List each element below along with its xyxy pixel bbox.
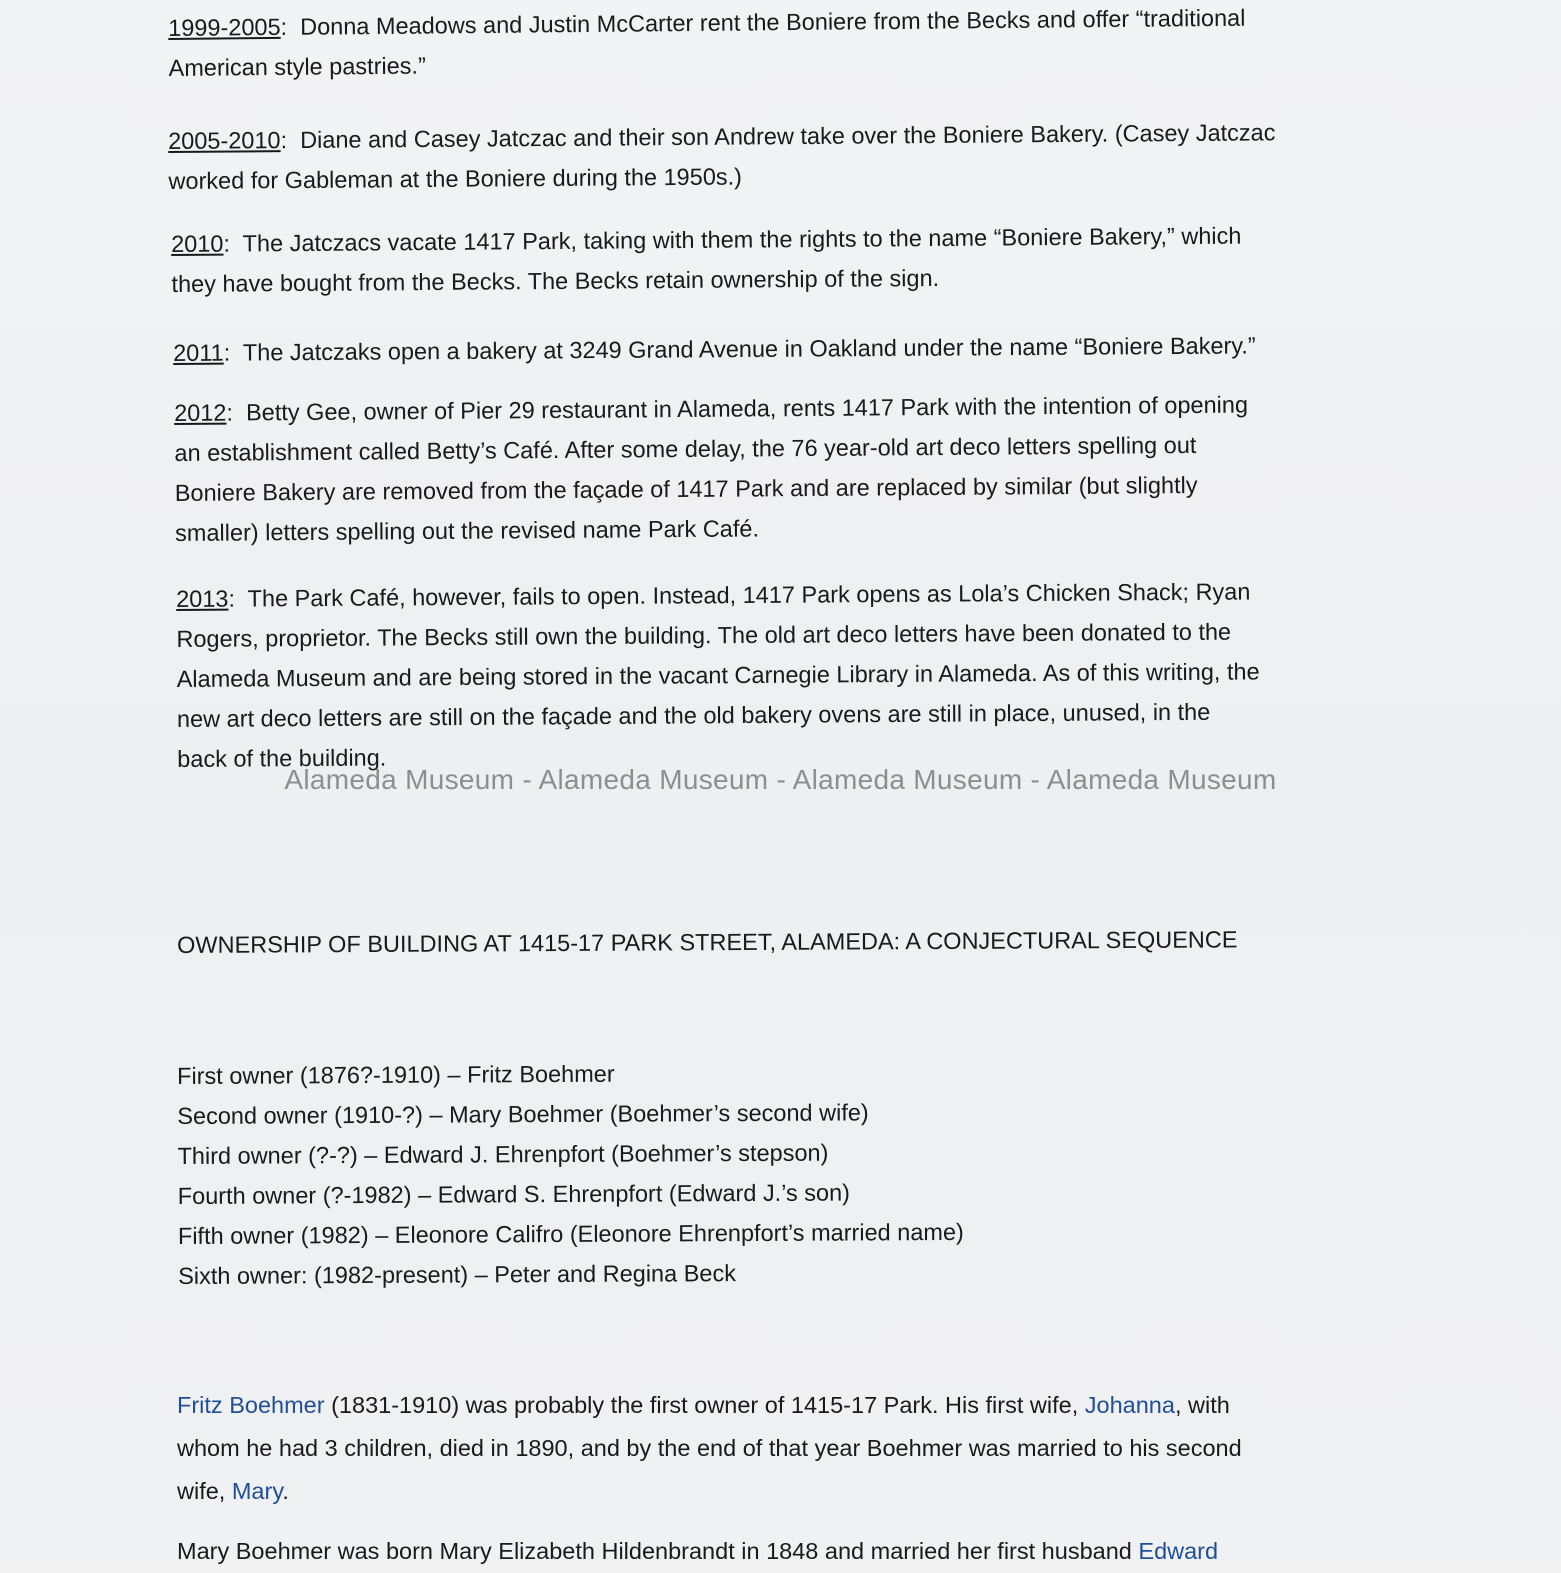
entry-text-cont: worked for Gableman at the Boniere during the 1950s.) bbox=[168, 163, 743, 194]
owner-item: Sixth owner: (1982-present) – Peter and Regina Beck bbox=[178, 1260, 736, 1289]
entry-year: 2013 bbox=[176, 585, 229, 612]
owner-item: Third owner (?-?) – Edward J. Ehrenpfort (Boehmer’s stepson) bbox=[177, 1139, 829, 1169]
bio-text: Mary Boehmer was born Mary Elizabeth Hildenbrandt in 1848 and married her first husband bbox=[177, 1538, 1139, 1564]
bio-text: (1831-1910) was probably the first owner of 1415-17 Park. His first wife, bbox=[324, 1392, 1085, 1418]
entry-text-line: back of the building. bbox=[177, 744, 387, 772]
entry-year: 2010 bbox=[171, 230, 224, 257]
timeline-entry: 2012: Betty Gee, owner of Pier 29 restaurant in Alameda, rents 1417 Park with the intention of opening an establishment called Betty’s Café. After some delay, the 76 year-old art deco letters spelling out Boniere Bakery are removed from the façade of 1417 Park and are replaced by similar (but slightly smaller) letters spelling out the revised name Park Café. bbox=[174, 383, 1390, 553]
entry-text: The Jatczacs vacate 1417 Park, taking with them the rights to the name “Boniere Bakery,” which bbox=[242, 222, 1242, 257]
bio-text: whom he had 3 children, died in 1890, and by the end of that year Boehmer was married to his second bbox=[177, 1435, 1242, 1461]
bio-paragraph-boehmer bbox=[177, 1384, 1377, 1513]
entry-text-line: an establishment called Betty’s Café. After some delay, the 76 year-old art deco letters spelling out bbox=[174, 431, 1197, 466]
entry-text-line: smaller) letters spelling out the revised name Park Café. bbox=[174, 515, 760, 546]
owner-item: Fifth owner (1982) – Eleonore Califro (Eleonore Ehrenpfort’s married name) bbox=[177, 1218, 964, 1249]
link-fritz-boehmer[interactable]: Fritz Boehmer bbox=[177, 1392, 325, 1418]
bio-text: wife, bbox=[177, 1478, 232, 1504]
timeline-entry: 2010: The Jatczacs vacate 1417 Park, taking with them the rights to the name “Boniere Bakery,” which they have bought from the Becks. The Becks retain ownership of the sign. bbox=[171, 214, 1387, 304]
entry-year: 2011 bbox=[173, 339, 224, 366]
bio-text: . bbox=[282, 1478, 289, 1504]
entry-text: Betty Gee, owner of Pier 29 restaurant in Alameda, rents 1417 Park with the intention of opening bbox=[245, 391, 1249, 426]
link-mary[interactable]: Mary bbox=[231, 1478, 283, 1504]
entry-text: Donna Meadows and Justin McCarter rent the Boniere from the Becks and offer “traditional bbox=[300, 4, 1246, 40]
entry-year: 2012 bbox=[174, 399, 227, 426]
link-johanna[interactable]: Johanna bbox=[1084, 1392, 1175, 1418]
entry-year: 2005-2010 bbox=[168, 127, 281, 154]
entry-text-cont: American style pastries.” bbox=[168, 52, 426, 81]
bio-paragraph-mary bbox=[177, 1530, 1377, 1573]
timeline-entry: 2013: The Park Café, however, fails to open. Instead, 1417 Park opens as Lola’s Chicken Shack; Ryan Rogers, proprietor. The Becks still own the building. The old art deco letters have been donated to the Alameda Museum and are being stored in the vacant Carnegie Library in Alameda. As of this writing, the new art deco letters are still on the façade and the old bakery ovens are still in place, unused, in the back of the building. bbox=[176, 571, 1392, 779]
timeline-entry: 2011: The Jatczaks open a bakery at 3249 Grand Avenue in Oakland under the name “Boniere Bakery.” bbox=[173, 332, 1256, 366]
entry-text-line: Boniere Bakery are removed from the façade of 1417 Park and are replaced by similar (but slightly bbox=[174, 471, 1198, 506]
entry-text-cont: they have bought from the Becks. The Becks retain ownership of the sign. bbox=[171, 264, 940, 297]
watermark: Alameda Museum - Alameda Museum - Alameda Museum - Alameda Museum bbox=[284, 764, 1277, 795]
owner-item: Second owner (1910-?) – Mary Boehmer (Boehmer’s second wife) bbox=[177, 1099, 869, 1129]
owners-list bbox=[177, 1052, 964, 1296]
timeline-entry: 2005-2010: Diane and Casey Jatczac and their son Andrew take over the Boniere Bakery. (Casey Jatczac worked for Gableman at the Boniere during the 1950s.) bbox=[168, 111, 1384, 201]
entry-text: Diane and Casey Jatczac and their son Andrew take over the Boniere Bakery. (Casey Jatczac bbox=[300, 119, 1276, 153]
link-edward[interactable]: Edward bbox=[1138, 1538, 1219, 1564]
entry-year: 1999-2005 bbox=[168, 13, 281, 41]
ownership-heading: OWNERSHIP OF BUILDING AT 1415-17 PARK STREET, ALAMEDA: A CONJECTURAL SEQUENCE bbox=[177, 926, 1238, 958]
entry-text-line: new art deco letters are still on the façade and the old bakery ovens are still in place, unused, in the bbox=[176, 698, 1211, 732]
timeline-entry: 1999-2005: Donna Meadows and Justin McCarter rent the Boniere from the Becks and offer “traditional American style pastries.” bbox=[168, 0, 1384, 88]
owner-item: Fourth owner (?-1982) – Edward S. Ehrenpfort (Edward J.’s son) bbox=[177, 1179, 851, 1209]
entry-text: The Jatczaks open a bakery at 3249 Grand Avenue in Oakland under the name “Boniere Bakery.” bbox=[242, 332, 1256, 366]
bio-text: , with bbox=[1174, 1392, 1230, 1418]
owner-item: First owner (1876?-1910) – Fritz Boehmer bbox=[177, 1060, 615, 1089]
entry-text: The Park Café, however, fails to open. Instead, 1417 Park opens as Lola’s Chicken Shack; Ryan bbox=[247, 578, 1251, 612]
entry-text-line: Rogers, proprietor. The Becks still own the building. The old art deco letters have been donated to the bbox=[176, 618, 1232, 652]
entry-text-line: Alameda Museum and are being stored in the vacant Carnegie Library in Alameda. As of this writing, the bbox=[176, 658, 1260, 692]
